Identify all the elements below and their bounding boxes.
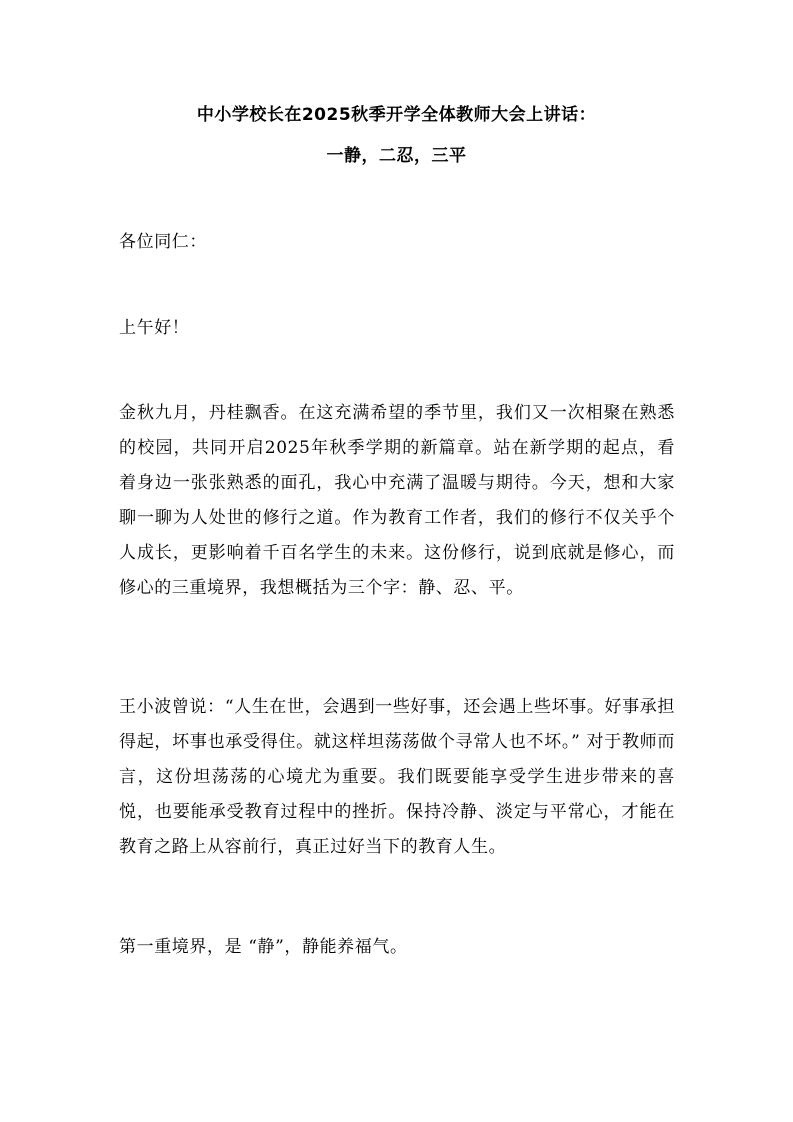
body-paragraph: 金秋九月，丹桂飘香。在这充满希望的季节里，我们又一次相聚在熟悉的校园，共同开启2025年秋季学期的新篇章。站在新学期的起点，看着身边一张张熟悉的面孔，我心中充满了温暖与期待。今天，想和大家聊一聊为人处世的修行之道。作为教育工作者，我们的修行不仅关乎个人成长，更影响着千百名学生的未来。这份修行，说到底就是修心，而修心的三重境界，我想概括为三个字：静、忍、平。 <box>119 403 675 598</box>
body-paragraph: 王小波曾说：“人生在世，会遇到一些好事，还会遇上些坏事。好事承担得起，坏事也承受得住。就这样坦荡荡做个寻常人也不坏。” 对于教师而言，这份坦荡荡的心境尤为重要。我们既要能享受学生进步带来的喜悦，也要能承受教育过程中的挫折。保持冷静、淡定与平常心，才能在教育之路上从容前行，真正过好当下的教育人生。 <box>119 697 675 857</box>
section-heading: 第一重境界，是 “静”，静能养福气。 <box>119 937 408 957</box>
salutation-line: 上午好！ <box>119 318 190 338</box>
document-subtitle: 一静，二忍，三平 <box>326 146 467 166</box>
greeting-line: 各位同仁： <box>119 232 207 252</box>
document-title: 中小学校长在2025秋季开学全体教师大会上讲话： <box>196 105 597 125</box>
